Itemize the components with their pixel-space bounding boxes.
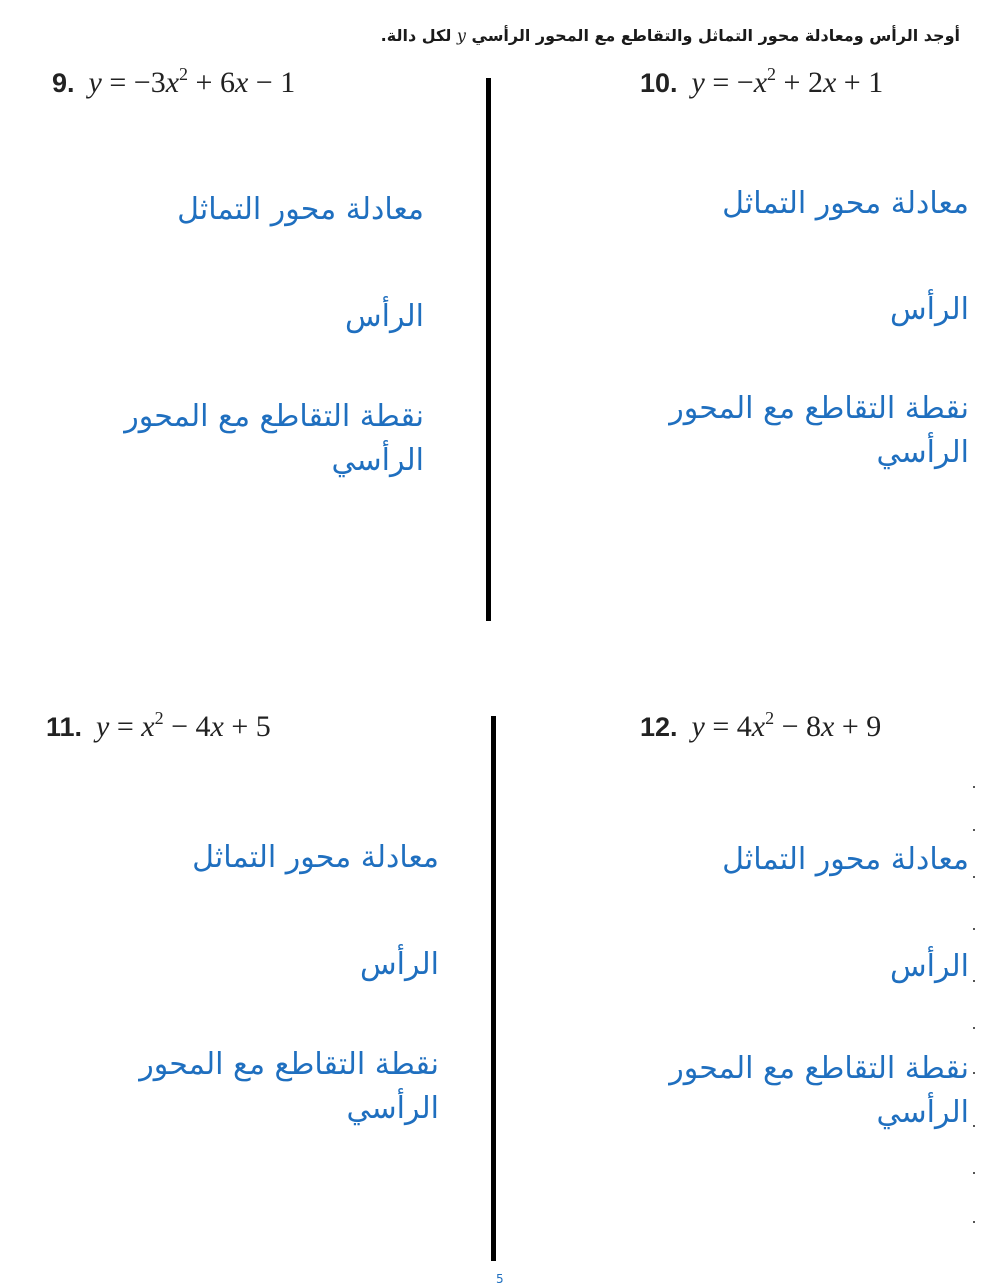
problem-11-vertex-label: الرأس xyxy=(360,947,439,982)
problem-9-axis-label: معادلة محور التماثل xyxy=(177,192,424,227)
problem-11-axis-label: معادلة محور التماثل xyxy=(192,840,439,875)
problem-12-axis-label: معادلة محور التماثل xyxy=(722,842,969,877)
edge-dot xyxy=(973,928,975,930)
edge-dot xyxy=(973,876,975,878)
problem-12-number: 12. xyxy=(640,712,678,742)
edge-dot xyxy=(973,980,975,982)
edge-dot xyxy=(973,1172,975,1174)
problem-10-intercept-line2: الرأسي xyxy=(876,435,969,470)
edge-dot xyxy=(973,1125,975,1127)
problem-11-intercept-line2: الرأسي xyxy=(346,1091,439,1126)
problem-11-intercept-line1: نقطة التقاطع مع المحور xyxy=(139,1047,439,1082)
instruction-variable: y xyxy=(456,26,466,45)
edge-dot xyxy=(973,786,975,788)
problem-9-equation xyxy=(52,66,295,100)
problem-11-number: 11. xyxy=(46,712,83,742)
problem-9-intercept-label xyxy=(124,395,424,483)
problem-12-intercept-line1: نقطة التقاطع مع المحور xyxy=(669,1051,969,1086)
problem-10-formula: $y = -x^2 + 2x + 1$ xyxy=(691,64,884,99)
bottom-divider-line xyxy=(491,716,496,1261)
instruction-text-before: أوجد الرأس ومعادلة محور التماثل والتقاطع مع المحور الرأسي xyxy=(465,26,960,45)
top-divider-line xyxy=(486,78,491,621)
problem-11-intercept-label xyxy=(139,1043,439,1131)
problem-12-intercept-label xyxy=(669,1047,969,1135)
problem-9-number: 9. xyxy=(52,68,75,98)
instruction-text-after: لكل دالة. xyxy=(380,26,457,45)
problem-12-vertex-label: الرأس xyxy=(890,949,969,984)
problem-11-formula: $y = x^2 - 4x + 5$ xyxy=(96,708,271,743)
problem-12-formula: $y = 4x^2 - 8x + 9$ xyxy=(691,708,882,743)
problem-10-intercept-label xyxy=(669,387,969,475)
problem-12-intercept-line2: الرأسي xyxy=(876,1095,969,1130)
problem-10-vertex-label: الرأس xyxy=(890,292,969,327)
problem-11-equation xyxy=(46,710,271,744)
problem-10-equation xyxy=(640,66,883,100)
problem-9-intercept-line1: نقطة التقاطع مع المحور xyxy=(124,399,424,434)
problem-12-equation xyxy=(640,710,881,744)
problem-9-formula: $y = -3x^2 + 6x - 1$ xyxy=(88,64,296,99)
edge-dot xyxy=(973,829,975,831)
problem-10-number: 10. xyxy=(640,68,678,98)
problem-9-vertex-label: الرأس xyxy=(345,299,424,334)
edge-dot xyxy=(973,1072,975,1074)
edge-dot xyxy=(973,1027,975,1029)
problem-10-axis-label: معادلة محور التماثل xyxy=(722,186,969,221)
instructions xyxy=(381,26,960,45)
page-number: 5 xyxy=(496,1272,504,1286)
problem-10-intercept-line1: نقطة التقاطع مع المحور xyxy=(669,391,969,426)
edge-dot xyxy=(973,1221,975,1223)
problem-9-intercept-line2: الرأسي xyxy=(331,443,424,478)
